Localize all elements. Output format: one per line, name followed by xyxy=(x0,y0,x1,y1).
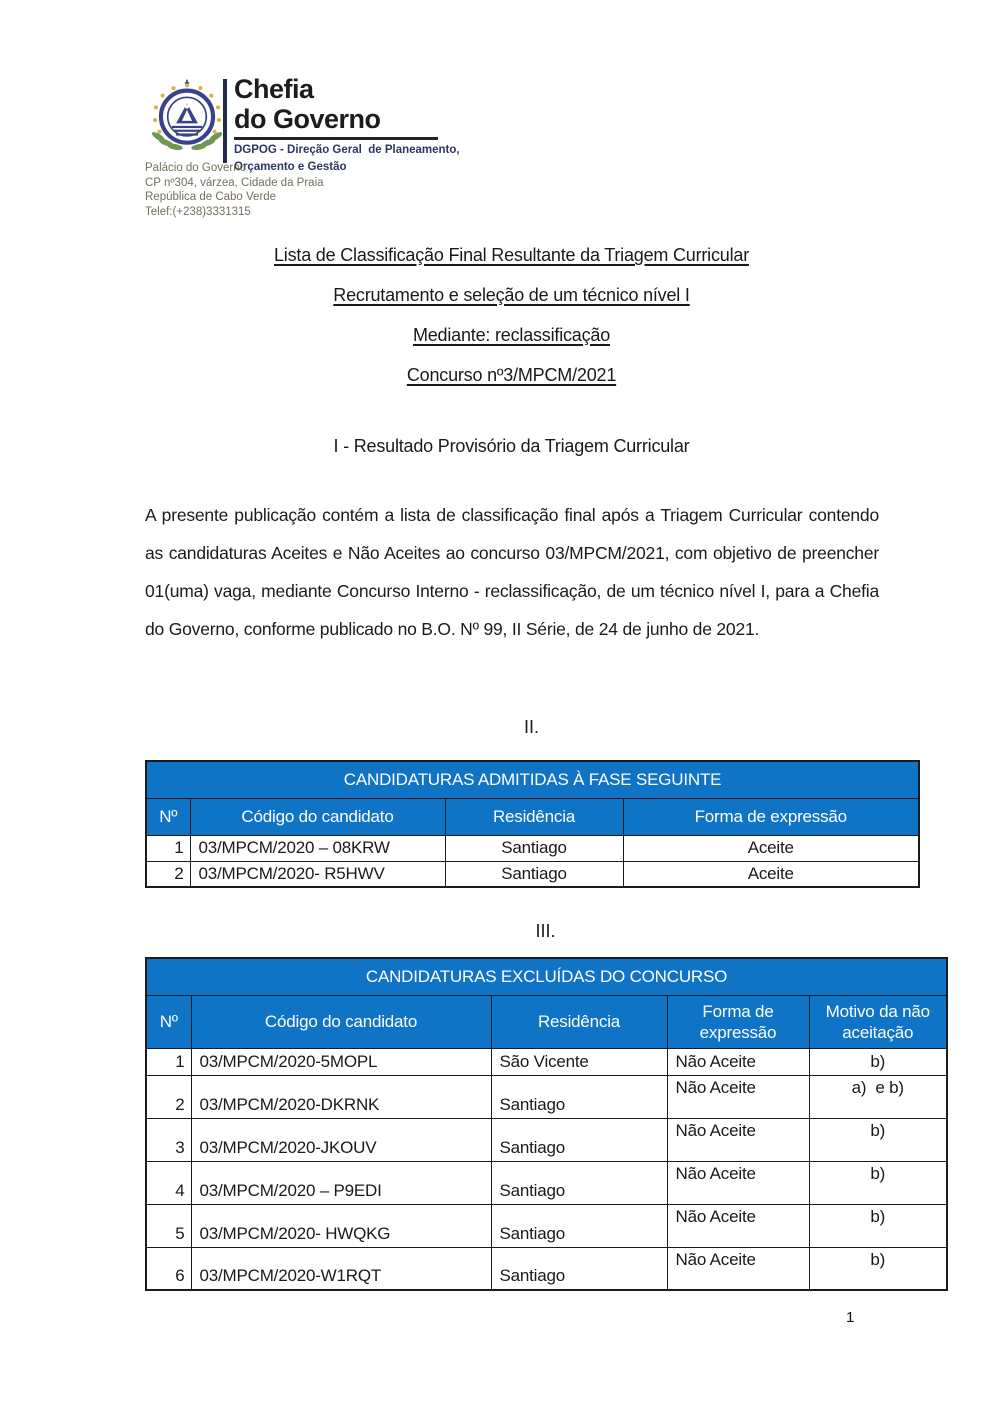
table2-header-motivo: Motivo da não aceitação xyxy=(809,995,947,1048)
table-row xyxy=(146,1247,947,1290)
title-line-2: Recrutamento e seleção de um técnico nível I xyxy=(333,285,690,305)
table2-header-row xyxy=(146,995,947,1048)
table1-banner: CANDIDATURAS ADMITIDAS À FASE SEGUINTE xyxy=(146,761,919,798)
address-line: República de Cabo Verde xyxy=(145,191,277,203)
row-forma: Não Aceite xyxy=(667,1048,809,1075)
row-forma: Aceite xyxy=(623,835,919,861)
table-row xyxy=(146,1075,947,1118)
title-line-1: Lista de Classificação Final Resultante da Triagem Curricular xyxy=(273,245,749,265)
row-motivo: b) xyxy=(809,1118,947,1161)
row-motivo: a) e b) xyxy=(809,1075,947,1118)
row-residencia: Santiago xyxy=(491,1204,667,1247)
section-label-3: III. xyxy=(535,921,556,941)
table-row xyxy=(146,1204,947,1247)
address-line: Telef:(+238)3331315 xyxy=(145,205,251,218)
table1-header-forma: Forma de expressão xyxy=(623,798,919,835)
org-name-line1: Chefia xyxy=(234,74,314,104)
row-num: 4 xyxy=(146,1161,191,1204)
row-forma: Não Aceite xyxy=(667,1075,809,1118)
row-codigo: 03/MPCM/2020- R5HWV xyxy=(190,861,445,887)
row-codigo: 03/MPCM/2020-5MOPL xyxy=(191,1048,491,1075)
admitted-candidates-table xyxy=(145,760,920,888)
letterhead-rule xyxy=(234,137,438,140)
row-forma: Não Aceite xyxy=(667,1161,809,1204)
row-forma: Aceite xyxy=(623,861,919,887)
table-row xyxy=(146,835,919,861)
row-forma: Não Aceite xyxy=(667,1118,809,1161)
table1-header-row xyxy=(146,798,919,835)
department-line1: DGPOG - Direção Geral de Planeamento, xyxy=(234,144,460,156)
address-line: Palácio do Governo xyxy=(145,162,247,174)
row-motivo: b) xyxy=(809,1048,947,1075)
row-num: 5 xyxy=(146,1204,191,1247)
row-codigo: 03/MPCM/2020-W1RQT xyxy=(191,1247,491,1290)
table1-header-codigo: Código do candidato xyxy=(190,798,445,835)
table1-header-residencia: Residência xyxy=(445,798,623,835)
table-row xyxy=(146,1118,947,1161)
row-residencia: Santiago xyxy=(445,861,623,887)
table2-header-num: Nº xyxy=(146,995,191,1048)
intro-paragraph: A presente publicação contém a lista de classificação final após a Triagem Curricular contendo as candidaturas Aceites e Não Aceites ao concurso 03/MPCM/2021, com objetivo de preencher 01(uma) vaga, mediante Concurso Interno - reclassificação, de um técnico nível I, para a Chefia do Governo, conforme publicado no B.O. Nº 99, II Série, de 24 de junho de 2021. xyxy=(145,505,879,639)
org-name-line2: do Governo xyxy=(234,104,381,134)
letterhead xyxy=(0,0,1000,230)
excluded-candidates-table xyxy=(145,957,948,1291)
department-line2: Orçamento e Gestão xyxy=(234,161,347,173)
section-label-2: II. xyxy=(523,717,539,737)
row-num: 2 xyxy=(146,1075,191,1118)
address-line: CP nº304, várzea, Cidade da Praia xyxy=(145,176,324,189)
table2-header-residencia: Residência xyxy=(491,995,667,1048)
row-forma: Não Aceite xyxy=(667,1204,809,1247)
row-codigo: 03/MPCM/2020- HWQKG xyxy=(191,1204,491,1247)
table-row xyxy=(146,1048,947,1075)
table2-banner: CANDIDATURAS EXCLUÍDAS DO CONCURSO xyxy=(146,958,947,995)
table1-header-num: Nº xyxy=(146,798,190,835)
row-num: 6 xyxy=(146,1247,191,1290)
org-title-block xyxy=(234,74,494,174)
title-line-3: Mediante: reclassificação xyxy=(412,325,611,345)
row-codigo: 03/MPCM/2020 – 08KRW xyxy=(190,835,445,861)
row-num: 2 xyxy=(146,861,190,887)
row-residencia: Santiago xyxy=(491,1247,667,1290)
letterhead-divider-bar xyxy=(223,79,227,163)
table-row xyxy=(146,1161,947,1204)
row-forma: Não Aceite xyxy=(667,1247,809,1290)
document-titles xyxy=(145,246,878,406)
table2-header-forma: Forma de expressão xyxy=(667,995,809,1048)
table2-header-codigo: Código do candidato xyxy=(191,995,491,1048)
title-line-4: Concurso nº3/MPCM/2021 xyxy=(406,365,617,385)
address-block xyxy=(145,161,324,219)
row-motivo: b) xyxy=(809,1161,947,1204)
row-residencia: Santiago xyxy=(491,1118,667,1161)
row-codigo: 03/MPCM/2020 – P9EDI xyxy=(191,1161,491,1204)
row-motivo: b) xyxy=(809,1204,947,1247)
row-codigo: 03/MPCM/2020-JKOUV xyxy=(191,1118,491,1161)
row-num: 1 xyxy=(146,1048,191,1075)
row-residencia: Santiago xyxy=(445,835,623,861)
table2-banner-row xyxy=(146,958,947,995)
row-residencia: Santiago xyxy=(491,1075,667,1118)
table-row xyxy=(146,861,919,887)
row-codigo: 03/MPCM/2020-DKRNK xyxy=(191,1075,491,1118)
section-heading-1: I - Resultado Provisório da Triagem Curricular xyxy=(333,436,690,456)
row-motivo: b) xyxy=(809,1247,947,1290)
row-residencia: Santiago xyxy=(491,1161,667,1204)
table1-banner-row xyxy=(146,761,919,798)
row-num: 3 xyxy=(146,1118,191,1161)
row-num: 1 xyxy=(146,835,190,861)
row-residencia: São Vicente xyxy=(491,1048,667,1075)
cabo-verde-emblem-icon xyxy=(145,78,229,162)
page-number: 1 xyxy=(846,1309,855,1326)
